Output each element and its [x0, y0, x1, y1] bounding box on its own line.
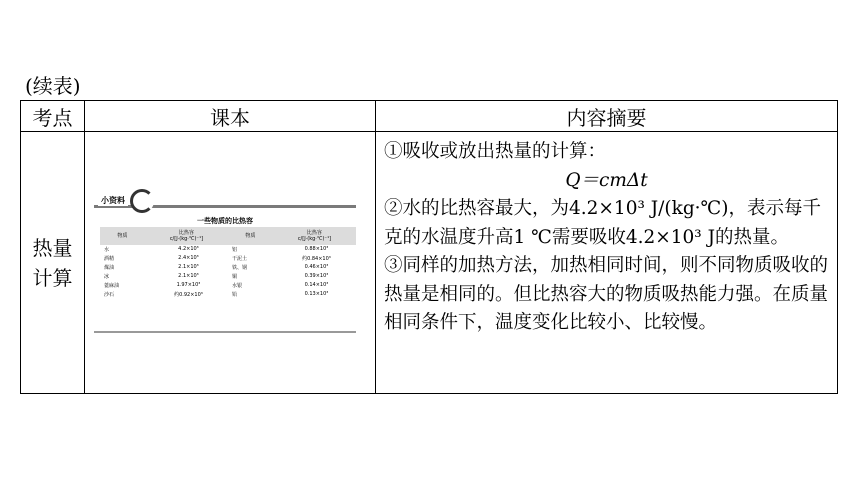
book-cell: 2.1×10³: [178, 273, 199, 279]
book-cell: 2.1×10³: [178, 264, 199, 270]
header-topic: 考点: [21, 101, 85, 132]
book-table-row: [100, 281, 356, 290]
summary-p2: ②水的比热容最大，为4.2×10³ J/(kg·℃)，表示每千克的水温度升高1 ℃需要吸收4.2×10³ J的热量。: [384, 198, 821, 248]
book-cell: 水: [104, 246, 110, 253]
swirl-icon: [130, 189, 154, 213]
book-cell: 沙石: [104, 291, 115, 298]
book-cell: 铝: [231, 246, 237, 253]
book-cell: 铅: [231, 291, 237, 298]
book-cell: 水银: [231, 282, 242, 289]
book-cell: 冰: [104, 273, 110, 280]
table-caption: (续表): [25, 74, 81, 98]
book-cell: 约0.84×10³: [302, 255, 331, 262]
info-tag: 小资料: [98, 195, 128, 206]
book-table-row: [100, 245, 356, 254]
book-table-row: [100, 272, 356, 281]
book-cell: 0.14×10³: [304, 282, 329, 288]
book-cell: 0.39×10³: [304, 273, 329, 279]
figure-bottom-rule: [94, 331, 356, 333]
textbook-figure: [94, 193, 366, 333]
book-cell: 4.2×10³: [178, 246, 199, 252]
col-material: 物质: [100, 227, 145, 245]
book-cell: 约0.92×10³: [174, 291, 203, 298]
textbook-cell: [85, 132, 376, 394]
topic-line-2: 计算: [32, 265, 73, 290]
summary-p3: ③同样的加热方法，加热相同时间，则不同物质吸收的热量是相同的。但比热容大的物质吸热能力强。在质量相同条件下，温度变化比较小、比较慢。: [384, 255, 829, 333]
header-row: [21, 101, 838, 132]
book-cell: 蓖麻油: [104, 282, 120, 289]
book-cell: 酒精: [104, 255, 115, 262]
summary-p1: ①吸收或放出热量的计算：: [384, 141, 607, 162]
figure-title: 一些物质的比热容: [197, 216, 253, 225]
book-cell: 煤油: [104, 264, 115, 271]
book-table-row: [100, 263, 356, 272]
book-table-row: [100, 290, 356, 299]
col-heat: 比热容 c/[J·(kg·℃)⁻¹]: [145, 227, 228, 245]
header-summary: 内容摘要: [376, 101, 838, 132]
book-cell: 0.46×10³: [304, 264, 329, 270]
header-textbook: 课本: [85, 101, 376, 132]
book-table-row: [100, 254, 356, 263]
col-heat-2: 比热容 c/[J·(kg·℃)⁻¹]: [273, 227, 356, 245]
book-cell: 0.88×10³: [304, 246, 329, 252]
col-material-2: 物质: [228, 227, 273, 245]
summary-table: [20, 100, 838, 394]
heat-formula: Q＝cmΔt: [565, 169, 648, 191]
book-cell: 铁、钢: [231, 264, 247, 271]
summary-cell: [376, 132, 838, 394]
specific-heat-table: [100, 227, 356, 299]
book-cell: 干泥土: [231, 255, 247, 262]
table-row: [21, 132, 838, 394]
topic-cell: [21, 132, 85, 394]
topic-line-1: 热量: [32, 235, 73, 260]
book-cell: 铜: [231, 273, 237, 280]
book-cell: 1.97×10³: [176, 282, 201, 288]
book-cell: 2.4×10³: [178, 255, 199, 261]
book-cell: 0.13×10³: [304, 291, 329, 297]
